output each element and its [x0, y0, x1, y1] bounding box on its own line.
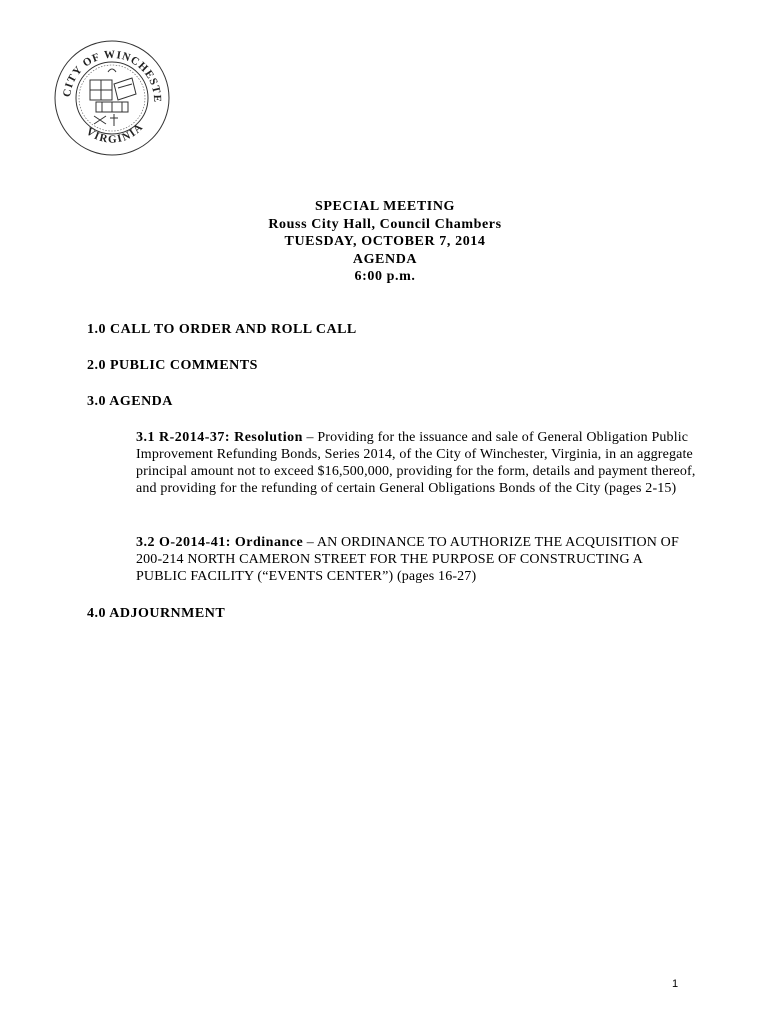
- city-seal: [52, 38, 172, 158]
- agenda-item-3-2-label: 3.2 O-2014-41: Ordinance: [136, 535, 304, 550]
- svg-text:CITY OF WINCHESTER: [52, 38, 163, 103]
- agenda-item-3-1-text: – Providing for the issuance and sale of General Obligation Public Improvement Refunding Bonds, Series 2014, of the City of Winchester, Virginia, in an aggregate principal amount not to exceed $16,500,000, providing for the form, details and payment thereof, and providing for the refunding of certain General Obligations Bonds of the City (pages 2-15): [136, 430, 696, 496]
- agenda-item-3-1: [136, 429, 696, 497]
- city-seal-graphic: [52, 38, 172, 158]
- meeting-type: SPECIAL MEETING: [314, 199, 456, 214]
- seal-emblem: [90, 69, 136, 126]
- agenda-title: AGENDA: [352, 251, 418, 267]
- seal-top-text: CITY OF WINCHESTE: [60, 48, 164, 104]
- section-adjournment: 4.0 ADJOURNMENT: [87, 606, 226, 621]
- agenda-item-3-2: [136, 534, 696, 585]
- page-number: 1: [672, 978, 679, 990]
- meeting-date: TUESDAY, OCTOBER 7, 2014: [284, 234, 486, 249]
- seal-bottom-text: VIRGINIA: [83, 120, 147, 146]
- section-call-to-order: 1.0 CALL TO ORDER AND ROLL CALL: [87, 322, 357, 337]
- meeting-location: Rouss City Hall, Council Chambers: [268, 216, 502, 232]
- agenda-item-3-1-label: 3.1 R-2014-37: Resolution: [136, 430, 303, 445]
- section-public-comments: 2.0 PUBLIC COMMENTS: [87, 358, 258, 373]
- meeting-time: 6:00 p.m.: [354, 269, 416, 284]
- svg-text:VIRGINIA: [84, 121, 146, 146]
- agenda-item-3-2-text: – AN ORDINANCE TO AUTHORIZE THE ACQUISITION OF 200-214 NORTH CAMERON STREET FOR THE PURPOSE OF CONSTRUCTING A PUBLIC FACILITY (“EVENTS CENTER”) (pages 16-27): [136, 535, 679, 584]
- meeting-header: [0, 198, 770, 286]
- section-agenda: 3.0 AGENDA: [87, 394, 173, 409]
